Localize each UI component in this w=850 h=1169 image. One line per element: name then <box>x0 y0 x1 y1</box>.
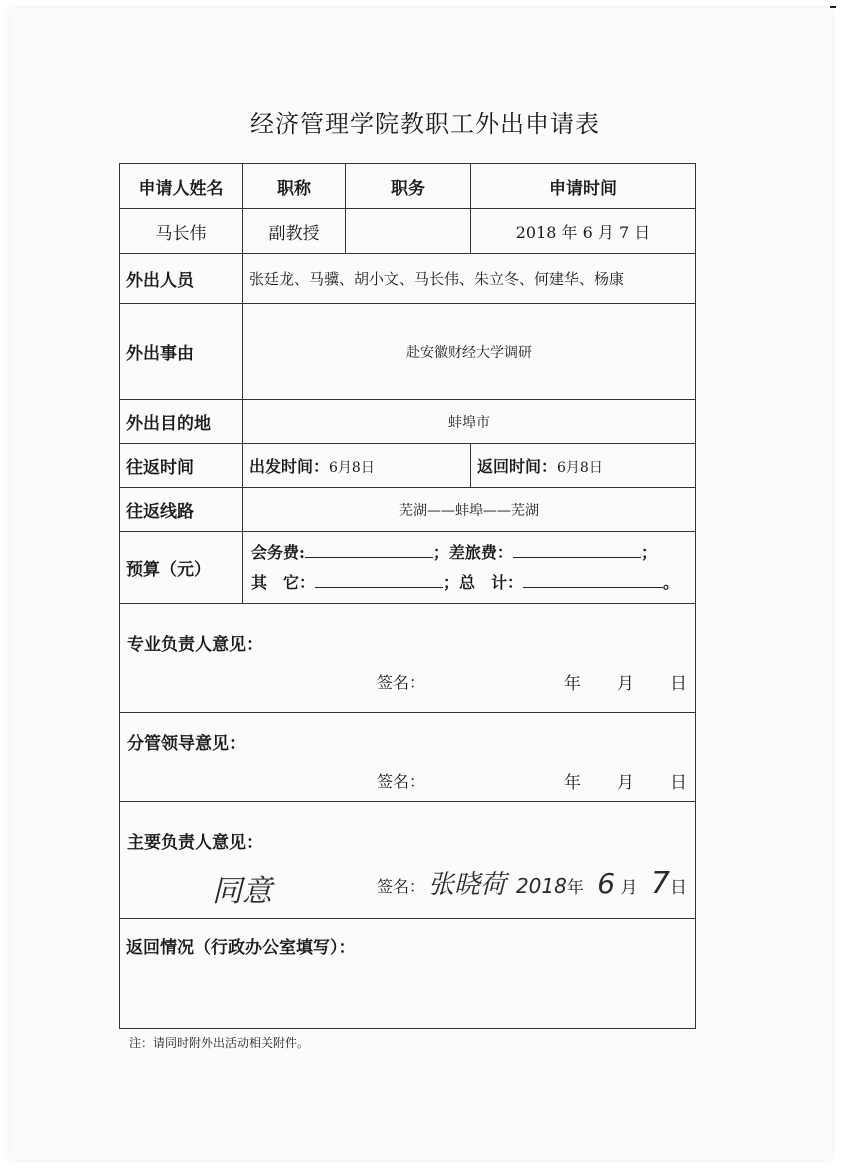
application-form-table <box>119 163 696 1029</box>
reason-row <box>120 304 696 400</box>
supervisor-year: 年 <box>564 773 581 793</box>
main-opinion-cell <box>120 802 696 919</box>
return-value: 6月8日 <box>557 460 603 476</box>
major-day: 日 <box>670 674 687 694</box>
scan-edge-mark <box>830 6 836 8</box>
travel-fee-blank <box>513 543 641 558</box>
footnote: 注：请同时附外出活动相关附件。 <box>129 1036 310 1050</box>
main-day: 日 <box>670 878 687 898</box>
budget-line-2 <box>251 568 689 598</box>
reason-label: 外出事由 <box>120 304 243 400</box>
return-status-label: 返回情况（行政办公室填写）： <box>126 938 356 958</box>
budget-end-2: 。 <box>663 572 680 592</box>
depart-label: 出发时间： <box>249 457 330 476</box>
main-month-value: 6 <box>597 867 616 900</box>
major-year: 年 <box>564 674 581 694</box>
budget-end-1: ； <box>640 542 657 562</box>
route-value: 芜湖——蚌埠——芜湖 <box>243 488 696 532</box>
time-row <box>120 444 696 488</box>
supervisor-day: 日 <box>670 773 687 793</box>
other-fee-blank <box>315 573 443 588</box>
people-value: 张廷龙、马骥、胡小文、马长伟、朱立冬、何建华、杨康 <box>243 254 696 304</box>
application-date: 2018 年 6 月 7 日 <box>471 209 696 254</box>
people-row <box>120 254 696 304</box>
reason-value: 赴安徽财经大学调研 <box>243 304 696 400</box>
route-label: 往返线路 <box>120 488 243 532</box>
total-blank <box>523 573 663 588</box>
depart-cell <box>243 444 471 488</box>
form-title: 经济管理学院教职工外出申请表 <box>250 110 600 138</box>
route-row <box>120 488 696 532</box>
main-day-value: 7 <box>650 866 670 901</box>
main-handwritten-signature: 张晓荷 <box>428 870 507 900</box>
main-year: 年 <box>566 878 584 898</box>
total-label: ；总 计： <box>443 572 524 592</box>
major-month: 月 <box>617 674 634 694</box>
travel-fee-label: ；差旅费： <box>432 542 513 562</box>
major-opinion-label: 专业负责人意见： <box>127 635 263 655</box>
destination-label: 外出目的地 <box>120 400 243 444</box>
major-sign-label: 签名： <box>377 673 426 692</box>
budget-row <box>120 532 696 604</box>
applicant-rank: 副教授 <box>243 209 346 254</box>
applicant-name: 马长伟 <box>120 209 243 254</box>
return-label: 返回时间： <box>477 457 558 476</box>
meeting-fee-label: 会务费: <box>251 542 305 562</box>
main-handwritten-comment: 同意 <box>212 874 272 909</box>
supervisor-opinion-row <box>120 713 696 802</box>
return-status-cell <box>120 919 696 1029</box>
supervisor-opinion-label: 分管领导意见： <box>127 734 246 754</box>
time-label: 往返时间 <box>120 444 243 488</box>
rank-header: 职称 <box>243 164 346 209</box>
main-month: 月 <box>620 878 638 898</box>
main-opinion-label: 主要负责人意见： <box>127 833 263 853</box>
budget-label: 预算（元） <box>120 532 243 604</box>
people-label: 外出人员 <box>120 254 243 304</box>
budget-line-1 <box>251 538 689 568</box>
meeting-fee-blank <box>305 543 433 558</box>
return-cell <box>471 444 696 488</box>
main-opinion-row <box>120 802 696 919</box>
main-sign-label: 签名： <box>377 877 426 896</box>
name-header: 申请人姓名 <box>120 164 243 209</box>
applicant-row <box>120 209 696 254</box>
supervisor-month: 月 <box>617 773 634 793</box>
supervisor-opinion-cell <box>120 713 696 802</box>
major-opinion-row <box>120 604 696 713</box>
supervisor-sign-label: 签名： <box>377 772 426 791</box>
main-year-value: 2018 <box>515 874 567 898</box>
applicant-position <box>346 209 471 254</box>
destination-row <box>120 400 696 444</box>
header-row <box>120 164 696 209</box>
depart-value: 6月8日 <box>329 460 375 476</box>
date-header: 申请时间 <box>471 164 696 209</box>
major-date <box>528 669 687 694</box>
destination-value: 蚌埠市 <box>243 400 696 444</box>
supervisor-date <box>528 768 687 793</box>
budget-cell <box>243 532 696 604</box>
main-date <box>516 866 687 901</box>
position-header: 职务 <box>346 164 471 209</box>
other-fee-label: 其 它： <box>251 572 316 592</box>
return-status-row <box>120 919 696 1029</box>
major-opinion-cell <box>120 604 696 713</box>
